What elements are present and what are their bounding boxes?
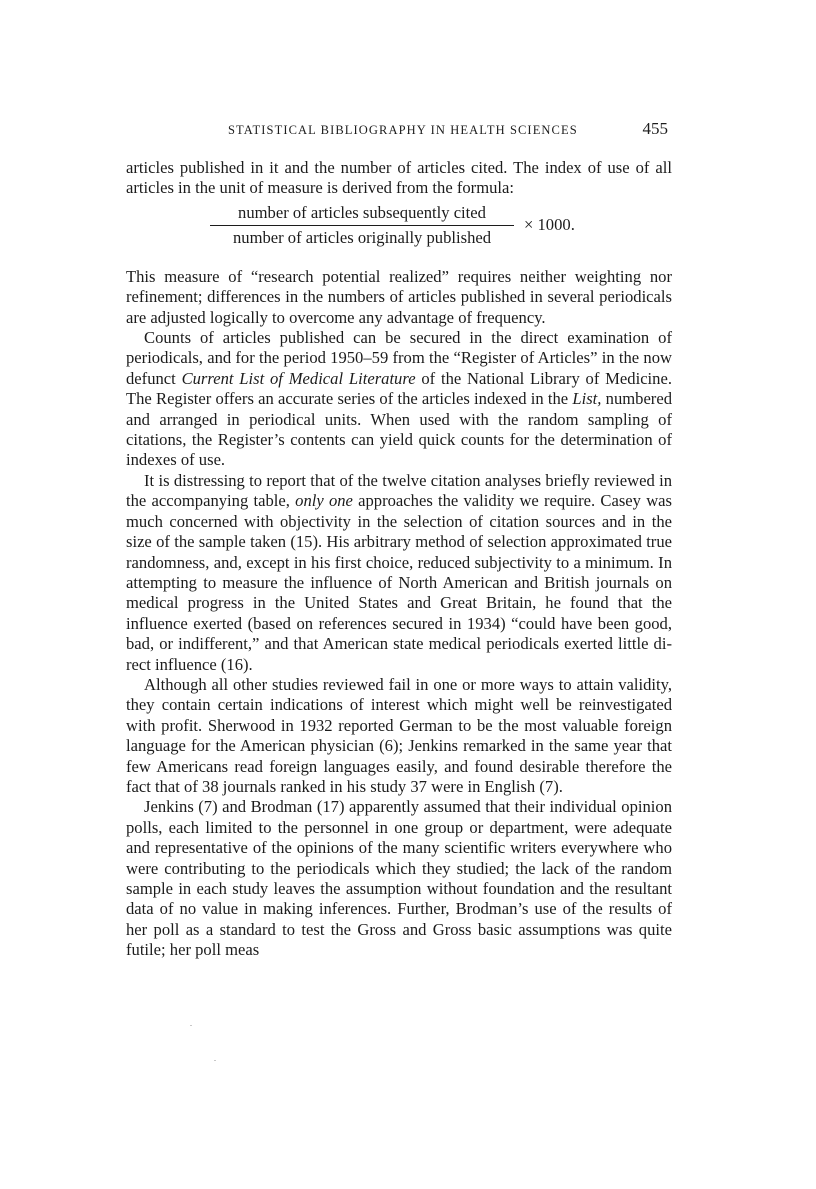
paragraph-3-text-e: numbered and arranged in periodical units. When used with the random sampling of citations, the Register’s contents can yield quick counts for the determination of indexes of use. — [126, 389, 672, 470]
formula-numerator: number of articles subsequently cited — [238, 202, 486, 222]
paragraph-4-text-c: approaches the validity we require. Casey was much concerned with objectivity in the selection of citation sources and in the size of the sample taken (15). His arbitrary method of selection approximated true randomness, and, except in his first choice, reduced subjectivity to a minimum. In attempting to measure the influence of North American and British journals on medical progress in the United States and Great Britain, he found that the influence exerted (based on references secured in 1934) “could have been good, bad, or indifferent,” and that American state medical periodicals exerted little direct influence (16). — [126, 491, 672, 674]
paragraph-3-text-c: of the National Library of Medicine. The Register offers an accurate series of the articles indexed in the — [126, 368, 672, 409]
fraction-bar — [210, 225, 514, 226]
paragraph-3-italic-title: Current List of Medical Literature — [181, 368, 416, 388]
paragraph-3-italic-list: List, — [572, 389, 602, 409]
formula-denominator: number of articles originally published — [232, 228, 492, 248]
paragraph-4 — [126, 471, 672, 675]
index-of-use-formula — [126, 203, 672, 261]
paragraph-4-text-a: It is distressing to report that of the twelve citation analyses briefly reviewed in the accompanying table, — [126, 470, 672, 511]
formula-multiplier: × 1000. — [524, 214, 575, 234]
paragraph-2: This measure of “research potential realized” requires neither weighting nor refinement; differences in the numbers of articles published in several periodicals are adjusted logically to overcome any advantage of frequency. — [126, 266, 672, 327]
paragraph-1: articles published in it and the number of articles cited. The index of use of all articles in the unit of measure is derived from the formula: — [126, 158, 672, 198]
paragraph-3 — [126, 328, 672, 471]
paragraph-5: Although all other studies reviewed fail in one or more ways to attain validity, they contain certain indications of interest which might well be reinvestigated with profit. Sherwood in 1932 reported German to be the most valuable foreign language for the American physician (6); Jenkins remarked in the same year that few Americans read foreign languages easily, and found desirable therefore the fact that of 38 journals ranked in his study 37 were in English (7). — [126, 674, 672, 796]
running-head — [126, 119, 672, 143]
scan-speck — [190, 1025, 192, 1026]
scan-speck — [214, 1060, 216, 1061]
body-text — [126, 158, 672, 961]
formula-fraction — [210, 203, 514, 249]
running-title: STATISTICAL BIBLIOGRAPHY IN HEALTH SCIENCES — [228, 123, 578, 137]
page-number: 455 — [642, 119, 668, 138]
paragraph-3-text-a: Counts of articles published can be secured in the direct examination of periodicals, and for the period 1950–59 from the “Register of Articles” in the now defunct — [126, 328, 672, 388]
paragraph-6: Jenkins (7) and Brodman (17) apparently assumed that their individual opinion polls, each limited to the personnel in one group or department, were adequate and representative of the opinions of the many scientific writers everywhere who were contributing to the periodicals which they studied; the lack of the random sample in each study leaves the assumption without foundation and the resultant data of no value in making inferences. Further, Brodman’s use of the results of her poll as a standard to test the Gross and Gross basic assumptions was quite futile; her poll meas — [126, 797, 672, 960]
paragraph-4-italic-emphasis: only one — [295, 491, 353, 511]
